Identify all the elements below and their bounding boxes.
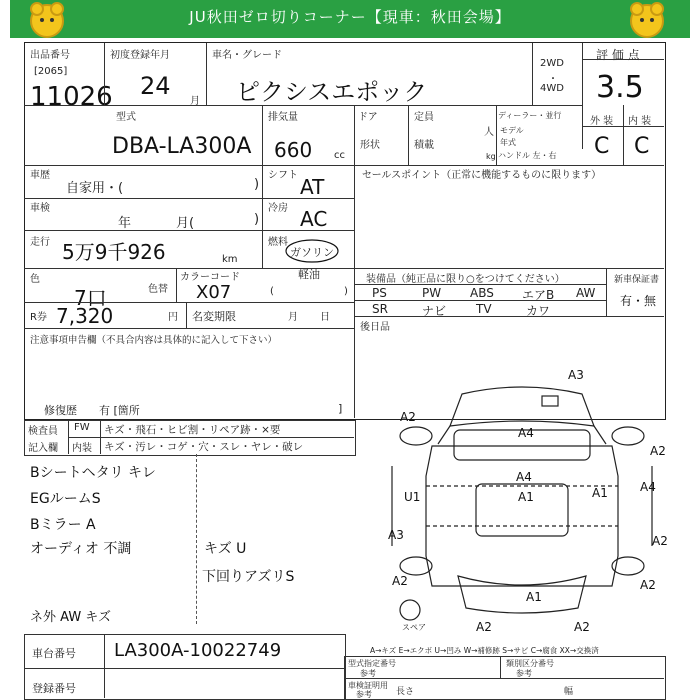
note-audio: オーディオ 不調 xyxy=(30,541,132,557)
interior-label: 内装 xyxy=(72,443,92,454)
repair-history-close: ] xyxy=(338,402,343,415)
mileage-unit: km xyxy=(222,254,238,265)
car-name-label: 車名・グレード xyxy=(212,50,282,61)
handle-label: ハンドル 左・右 xyxy=(498,151,557,160)
equip-aw: AW xyxy=(576,286,596,300)
model-label: 型式 xyxy=(116,112,136,123)
model-value: DBA-LA300A xyxy=(112,134,252,159)
year-label: 年式 xyxy=(500,138,516,147)
fuel-gasoline: ガソリン xyxy=(290,246,334,259)
equip-leather: カワ xyxy=(526,304,551,318)
mark-a2-lowleft: A2 xyxy=(392,574,408,588)
fuel-diesel: 軽油 xyxy=(298,268,320,281)
lot-number: 11026 xyxy=(30,82,113,112)
mark-a2-rightmid: A2 xyxy=(652,534,668,548)
note-engine-room: EGルームS xyxy=(30,491,101,507)
color-label: 色 xyxy=(30,274,40,285)
ext-grade: C xyxy=(594,134,610,159)
equip-sr: SR xyxy=(372,302,388,316)
warranty-label: 新車保証書 xyxy=(614,275,660,285)
drive-2wd: 2WD xyxy=(540,58,564,69)
displacement-unit: cc xyxy=(334,150,345,161)
spec-class-label: 類別区分番号 xyxy=(506,659,554,668)
fw-label: FW xyxy=(74,422,90,433)
first-reg-unit: 月 xyxy=(190,96,200,107)
ac-label: 冷房 xyxy=(268,203,288,214)
displacement-value: 660 xyxy=(274,138,313,162)
equip-navi: ナビ xyxy=(422,304,447,318)
fuel-open: ( xyxy=(270,286,274,297)
interior-options: キズ・汚レ・コゲ・穴・スレ・ヤレ・破レ xyxy=(104,441,304,453)
shift-label: シフト xyxy=(268,170,298,181)
equip-airbag: エアB xyxy=(522,288,555,302)
shape-label: 形状 xyxy=(360,140,380,151)
dealer-label: ディーラー・並行 xyxy=(498,111,562,120)
car-type-close: ) xyxy=(254,177,260,192)
drive-dot: ・ xyxy=(548,74,558,85)
mark-a4-top: A4 xyxy=(518,426,534,440)
people-unit: 人 xyxy=(484,127,494,138)
equip-pw: PW xyxy=(422,286,442,300)
cert-label: 車検証明用 xyxy=(348,681,388,690)
mileage-value: 5万9千926 xyxy=(62,240,166,264)
mileage-label: 走行 xyxy=(30,237,50,248)
fw-options: キズ・飛石・ヒビ割・リペア跡・×要 xyxy=(104,424,281,436)
notes-label: 注意事項申告欄（不具合内容は具体的に記入して下さい） xyxy=(30,335,278,346)
note-mirror: Bミラー A xyxy=(30,517,96,533)
repair-history: 修復歴 有 [箇所 xyxy=(44,404,140,417)
door-label: ドア xyxy=(358,112,378,123)
note-underbody: 下回りアズリS xyxy=(202,569,295,585)
inspection-month: 月( xyxy=(176,216,195,231)
ac-value: AC xyxy=(300,207,328,231)
mark-a2-lowright: A2 xyxy=(640,578,656,592)
lot-label: 出品番号 xyxy=(30,50,70,61)
color-code-label: カラーコード xyxy=(180,272,240,283)
warranty-value: 有・無 xyxy=(620,294,657,308)
capacity-label: 定員 xyxy=(414,112,434,123)
mark-a3-left: A3 xyxy=(388,528,404,542)
first-reg-value: 24 xyxy=(140,72,171,100)
model-year-label: モデル xyxy=(500,126,524,135)
mark-a3-top: A3 xyxy=(568,368,584,382)
note-seat: Bシートヘタリ キレ xyxy=(30,465,156,481)
mascot-left-icon xyxy=(30,4,64,38)
registration-label: 登録番号 xyxy=(32,682,76,695)
inspection-label: 車検 xyxy=(30,203,50,214)
sales-point-label: セールスポイント（正常に機能するものに限ります） xyxy=(362,170,602,181)
drive-4wd: 4WD xyxy=(540,83,564,94)
cert-ref: 参考 xyxy=(356,690,372,699)
car-type-value: 自家用・( xyxy=(66,181,124,196)
mark-a2-left: A2 xyxy=(400,410,416,424)
fuel-close: ) xyxy=(344,286,348,297)
ext-label: 外 装 xyxy=(590,116,614,127)
length-label: 長さ xyxy=(396,687,415,697)
mark-a4-right: A4 xyxy=(640,480,656,494)
recycle-value: 7,320 xyxy=(56,304,114,328)
spec-class-ref: 参考 xyxy=(516,669,532,678)
first-reg-label: 初度登録年月 xyxy=(110,50,170,61)
mark-a2-right: A2 xyxy=(650,444,666,458)
load-label: 積載 xyxy=(414,140,434,151)
equip-ps: PS xyxy=(372,286,387,300)
score-value: 3.5 xyxy=(596,70,644,105)
mark-a2-bottom1: A2 xyxy=(476,620,492,634)
header-title: JU秋田ゼロ切りコーナー【現車：秋田会場】 xyxy=(189,8,511,26)
inspector-label: 検査員 xyxy=(28,426,58,437)
int-grade: C xyxy=(634,134,650,159)
mark-a1-right: A1 xyxy=(592,486,608,500)
spare-label: スペア xyxy=(402,623,426,632)
color-value: 7口 xyxy=(74,286,107,310)
mark-a2-bottom2: A2 xyxy=(574,620,590,634)
regist-month: 月 xyxy=(288,312,298,323)
spec-type-ref: 参考 xyxy=(360,669,376,678)
regist-limit-label: 名変期限 xyxy=(192,310,236,323)
inspection-close: ) xyxy=(254,212,260,227)
displacement-label: 排気量 xyxy=(268,112,298,123)
equipment-label: 装備品（純正品に限り○をつけてください） xyxy=(366,274,565,285)
mark-u1-left: U1 xyxy=(404,490,421,504)
regist-day: 日 xyxy=(320,312,330,323)
width-label: 幅 xyxy=(564,687,574,697)
note-aw: ネ外 AW キズ xyxy=(30,610,112,625)
car-type-label: 車歴 xyxy=(30,170,50,181)
frame-label: 車台番号 xyxy=(32,647,76,660)
lot-sub: [2065] xyxy=(34,66,68,77)
note-scratch: キズ U xyxy=(204,541,247,557)
after-items-label: 後日品 xyxy=(360,322,390,333)
mark-a4-center: A4 xyxy=(516,470,532,484)
fuel-label: 燃料 xyxy=(268,237,288,248)
inspection-year: 年 xyxy=(118,216,132,231)
spec-type-label: 型式指定番号 xyxy=(348,659,396,668)
fuel-circle-mark xyxy=(284,238,340,264)
mark-a1-bottom: A1 xyxy=(526,590,542,604)
frame-number: LA300A-10022749 xyxy=(114,640,282,661)
damage-legend: A→キズ E→エクボ U→凹み W→補修跡 S→サビ C→腐食 XX→交換済 xyxy=(370,646,599,655)
score-label: 評 価 点 xyxy=(596,48,640,62)
recycle-unit: 円 xyxy=(168,312,178,323)
entry-label: 記入欄 xyxy=(28,443,58,454)
mark-a1-center: A1 xyxy=(518,490,534,504)
color-code-value: X07 xyxy=(196,282,232,303)
kg-unit: kg xyxy=(486,152,496,161)
color-no-label: 色替 xyxy=(148,284,168,295)
equip-tv: TV xyxy=(476,302,492,316)
int-label: 内 装 xyxy=(628,116,652,127)
equip-abs: ABS xyxy=(470,286,494,300)
mascot-right-icon xyxy=(630,4,664,38)
car-name-value: ピクシスエポック xyxy=(236,78,428,106)
recycle-label: R券 xyxy=(30,312,47,323)
shift-value: AT xyxy=(300,175,325,199)
